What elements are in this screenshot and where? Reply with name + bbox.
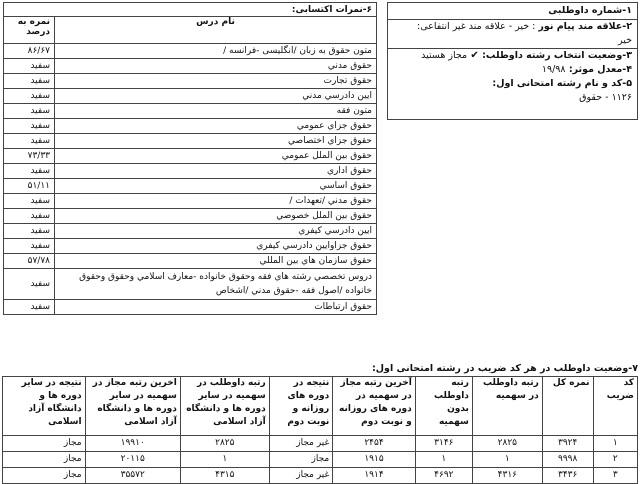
status-header-row — [3, 377, 638, 436]
code-value: ۱۱۲۶ - حقوق — [579, 92, 632, 103]
status-cell: ۲۰۱۱۵ — [85, 452, 180, 468]
status-header-cell: رتبه داوطلب بدون سهمیه — [415, 377, 472, 436]
interest-label: ۲-علاقه مند پیام نور — [538, 21, 632, 32]
course-grade: ۵۱/۱۱ — [4, 179, 55, 194]
status-cell: ۳۱۴۶ — [415, 436, 472, 452]
course-grade: سفيد — [4, 239, 55, 254]
interest-value-line — [388, 34, 637, 48]
status-cell: ۴۳۱۶ — [472, 468, 542, 484]
course-name: حقوق مدني — [55, 59, 377, 74]
course-name: حقوق ارتباطات — [55, 300, 377, 315]
course-grade: سفيد — [4, 300, 55, 315]
course-name: حقوق جزاوايين دادرسي كيفري — [55, 239, 377, 254]
candidate-info-box — [387, 2, 638, 120]
course-grade: سفيد — [4, 59, 55, 74]
course-grade: سفيد — [4, 194, 55, 209]
course-name: حقوق اساسي — [55, 179, 377, 194]
grade-row — [4, 74, 377, 89]
status-cell: ۱ — [472, 452, 542, 468]
grade-row — [4, 179, 377, 194]
status-header-cell: نتیجه در دوره های روزانه و نوبت دوم — [269, 377, 333, 436]
interest-line — [388, 20, 637, 34]
candidate-number-label: ۱-شماره داوطلبی — [388, 3, 637, 20]
gpa-label: ۴-معدل موثر: — [568, 64, 632, 75]
grade-row — [4, 209, 377, 224]
header-course-name: نام درس — [55, 17, 377, 44]
status-header-cell: نتیجه در سایر دوره ها و دانشگاه آزاد اسلامی — [3, 377, 86, 436]
status-cell: ۳۹۲۴ — [542, 436, 593, 452]
status-cell: ۲ — [593, 452, 637, 468]
status-title: ۷-وضعیت داوطلب در هر کد ضریب در رشته امتحانی اول: — [372, 363, 638, 374]
status-cell: غیر مجاز — [269, 468, 333, 484]
status-cell: ۱۹۹۱۰ — [85, 436, 180, 452]
grades-body — [4, 44, 377, 315]
status-cell: ۴۳۱۵ — [180, 468, 269, 484]
status-line — [388, 48, 637, 63]
course-name: ايين دادرسي مدني — [55, 89, 377, 104]
status-cell: ۱۹۱۵ — [333, 452, 416, 468]
grade-row — [4, 134, 377, 149]
status-row — [3, 468, 638, 484]
status-cell: ۳۴۳۶ — [542, 468, 593, 484]
status-cell: ۱ — [415, 452, 472, 468]
course-name: حقوق تجارت — [55, 74, 377, 89]
status-value: مجاز هستید — [421, 50, 468, 61]
course-grade: سفيد — [4, 209, 55, 224]
status-header-cell: کد ضریب — [593, 377, 637, 436]
status-cell: مجاز — [269, 452, 333, 468]
interest-value-2: خیر — [618, 35, 632, 46]
grade-row — [4, 164, 377, 179]
grades-title: ۶-نمرات اکتسابی: — [4, 3, 377, 17]
grade-row — [4, 254, 377, 269]
status-header-cell: اخرین رتبه مجاز در سهمیه در سایر دوره ها و دانشگاه آزاد اسلامی — [85, 377, 180, 436]
course-name: متون فقه — [55, 104, 377, 119]
course-grade: ۸۶/۶۷ — [4, 44, 55, 59]
grade-row — [4, 59, 377, 74]
status-cell: ۲۸۲۵ — [472, 436, 542, 452]
status-body — [3, 436, 638, 484]
status-cell: ۲۸۲۵ — [180, 436, 269, 452]
grade-row — [4, 269, 377, 300]
grades-table — [3, 2, 377, 315]
gpa-value: ۱۹/۹۸ — [541, 64, 566, 75]
status-row — [3, 436, 638, 452]
grade-row — [4, 149, 377, 164]
course-grade: سفيد — [4, 269, 55, 300]
grade-row — [4, 224, 377, 239]
course-grade: ۷۳/۳۳ — [4, 149, 55, 164]
grades-header-row — [4, 17, 377, 44]
course-grade: سفيد — [4, 224, 55, 239]
course-grade: سفيد — [4, 164, 55, 179]
course-grade: سفيد — [4, 134, 55, 149]
course-name: حقوق جزاي اختصاصي — [55, 134, 377, 149]
course-name: حقوق اداري — [55, 164, 377, 179]
status-cell: مجاز — [3, 452, 86, 468]
checkmark-icon: ✔ — [470, 50, 479, 61]
course-grade: سفيد — [4, 74, 55, 89]
status-table — [2, 376, 638, 484]
status-header-cell: نمره کل — [542, 377, 593, 436]
status-header-cell: آخرین رتبه مجاز در سهمیه در دوره های روزانه و نوبت دوم — [333, 377, 416, 436]
course-name: دروس تخصصي رشته هاي فقه وحقوق خانواده -معارف اسلامي وحقوق وحقوق خانواده /اصول فقه -حقوق مدني /اشخاص — [55, 269, 377, 300]
course-name: متون حقوق به زبان /انگلیسی -فرانسه / — [55, 44, 377, 59]
header-grade: نمره به درصد — [4, 17, 55, 44]
status-cell: مجاز — [3, 468, 86, 484]
grade-row — [4, 44, 377, 59]
status-header-cell: رتبه داوطلب در سهمیه در سایر دوره ها و دانشگاه آزاد اسلامی — [180, 377, 269, 436]
course-name: حقوق بين الملل خصوصي — [55, 209, 377, 224]
course-grade: سفيد — [4, 119, 55, 134]
status-cell: ۳ — [593, 468, 637, 484]
status-cell: غیر مجاز — [269, 436, 333, 452]
code-label: ۵-کد و نام رشته امتحانی اول: — [492, 78, 632, 89]
status-cell: ۲۴۵۴ — [333, 436, 416, 452]
grade-row — [4, 239, 377, 254]
status-cell: ۹۹۹۸ — [542, 452, 593, 468]
grade-row — [4, 194, 377, 209]
grade-row — [4, 104, 377, 119]
course-name: حقوق بين الملل عمومي — [55, 149, 377, 164]
status-cell: ۱ — [180, 452, 269, 468]
grade-row — [4, 119, 377, 134]
course-name: حقوق سازمان هاي بين المللي — [55, 254, 377, 269]
course-grade: سفيد — [4, 89, 55, 104]
course-name: حقوق مدني /تعهدات / — [55, 194, 377, 209]
course-name: حقوق جزاي عمومي — [55, 119, 377, 134]
status-cell: ۱ — [593, 436, 637, 452]
course-grade: ۵۷/۷۸ — [4, 254, 55, 269]
status-row — [3, 452, 638, 468]
status-cell: ۴۶۹۲ — [415, 468, 472, 484]
gpa-line — [388, 63, 637, 77]
status-header-cell: رتبه داوطلب در سهمیه — [472, 377, 542, 436]
status-cell: مجاز — [3, 436, 86, 452]
status-label: ۳-وضعیت انتخاب رشته داوطلب: — [482, 50, 632, 61]
course-grade: سفيد — [4, 104, 55, 119]
code-value-line — [388, 91, 637, 105]
status-cell: ۱۹۱۴ — [333, 468, 416, 484]
interest-value: : خیر - علاقه مند غیر انتفاعی: — [417, 21, 539, 32]
status-cell: ۳۵۵۷۲ — [85, 468, 180, 484]
grades-title-row — [4, 3, 377, 17]
course-name: ايين دادرسي كيفري — [55, 224, 377, 239]
grade-row — [4, 300, 377, 315]
grade-row — [4, 89, 377, 104]
